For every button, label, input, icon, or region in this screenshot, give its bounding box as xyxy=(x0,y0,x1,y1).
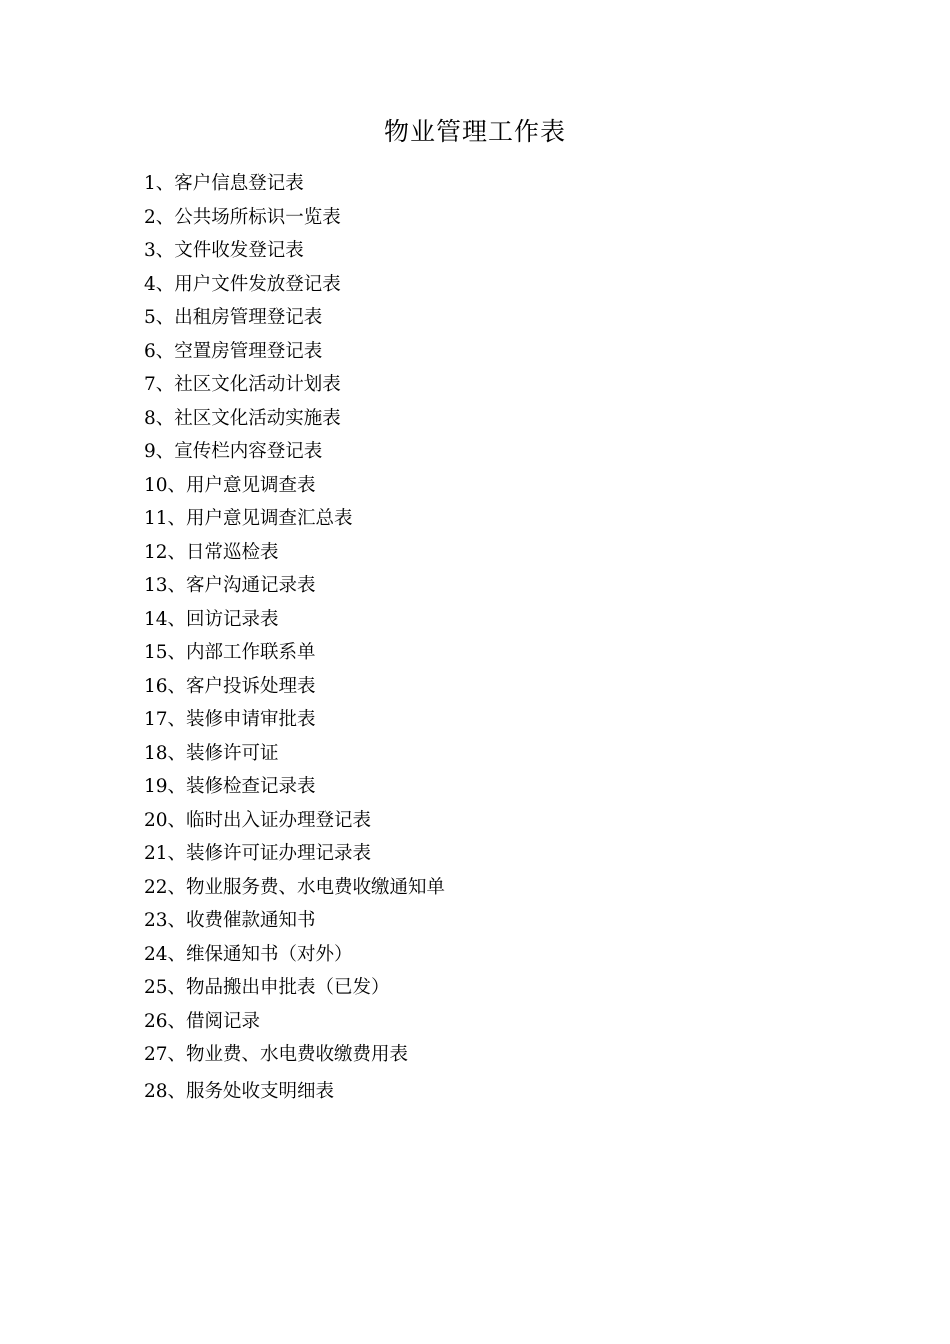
list-item: 13、客户沟通记录表 xyxy=(144,575,316,596)
list-item: 7、社区文化活动计划表 xyxy=(144,374,341,395)
list-item: 1、客户信息登记表 xyxy=(144,173,304,194)
list-item: 3、文件收发登记表 xyxy=(144,240,304,261)
list-item: 6、空置房管理登记表 xyxy=(144,340,323,362)
list-item: 16、客户投诉处理表 xyxy=(144,675,316,697)
list-item: 19、装修检查记录表 xyxy=(144,776,316,797)
list-item: 28、服务处收支明细表 xyxy=(144,1080,335,1102)
list-item: 9、宣传栏内容登记表 xyxy=(144,441,323,462)
list-item: 21、装修许可证办理记录表 xyxy=(144,843,372,864)
list-item: 8、社区文化活动实施表 xyxy=(144,407,341,429)
list-item: 17、装修申请审批表 xyxy=(144,709,316,730)
list-item: 14、回访记录表 xyxy=(144,608,279,630)
list-item: 27、物业费、水电费收缴费用表 xyxy=(144,1044,409,1065)
list-item: 25、物品搬出申批表（已发） xyxy=(144,977,390,998)
list-item: 22、物业服务费、水电费收缴通知单 xyxy=(144,876,446,898)
list-item: 12、日常巡检表 xyxy=(144,541,279,563)
list-item: 4、用户文件发放登记表 xyxy=(144,273,341,295)
list-item: 15、内部工作联系单 xyxy=(144,642,316,663)
list-item: 11、用户意见调查汇总表 xyxy=(144,508,353,529)
list-item: 24、维保通知书（对外） xyxy=(144,943,353,965)
list-item: 23、收费催款通知书 xyxy=(144,910,316,931)
list-item: 5、出租房管理登记表 xyxy=(144,307,323,328)
list-item: 2、公共场所标识一览表 xyxy=(144,206,341,228)
form-list xyxy=(144,167,445,1108)
list-item: 10、用户意见调查表 xyxy=(144,474,316,496)
list-item: 20、临时出入证办理登记表 xyxy=(144,809,372,831)
page-title: 物业管理工作表 xyxy=(383,117,566,146)
list-item: 18、装修许可证 xyxy=(144,742,279,764)
list-item: 26、借阅记录 xyxy=(144,1010,261,1032)
